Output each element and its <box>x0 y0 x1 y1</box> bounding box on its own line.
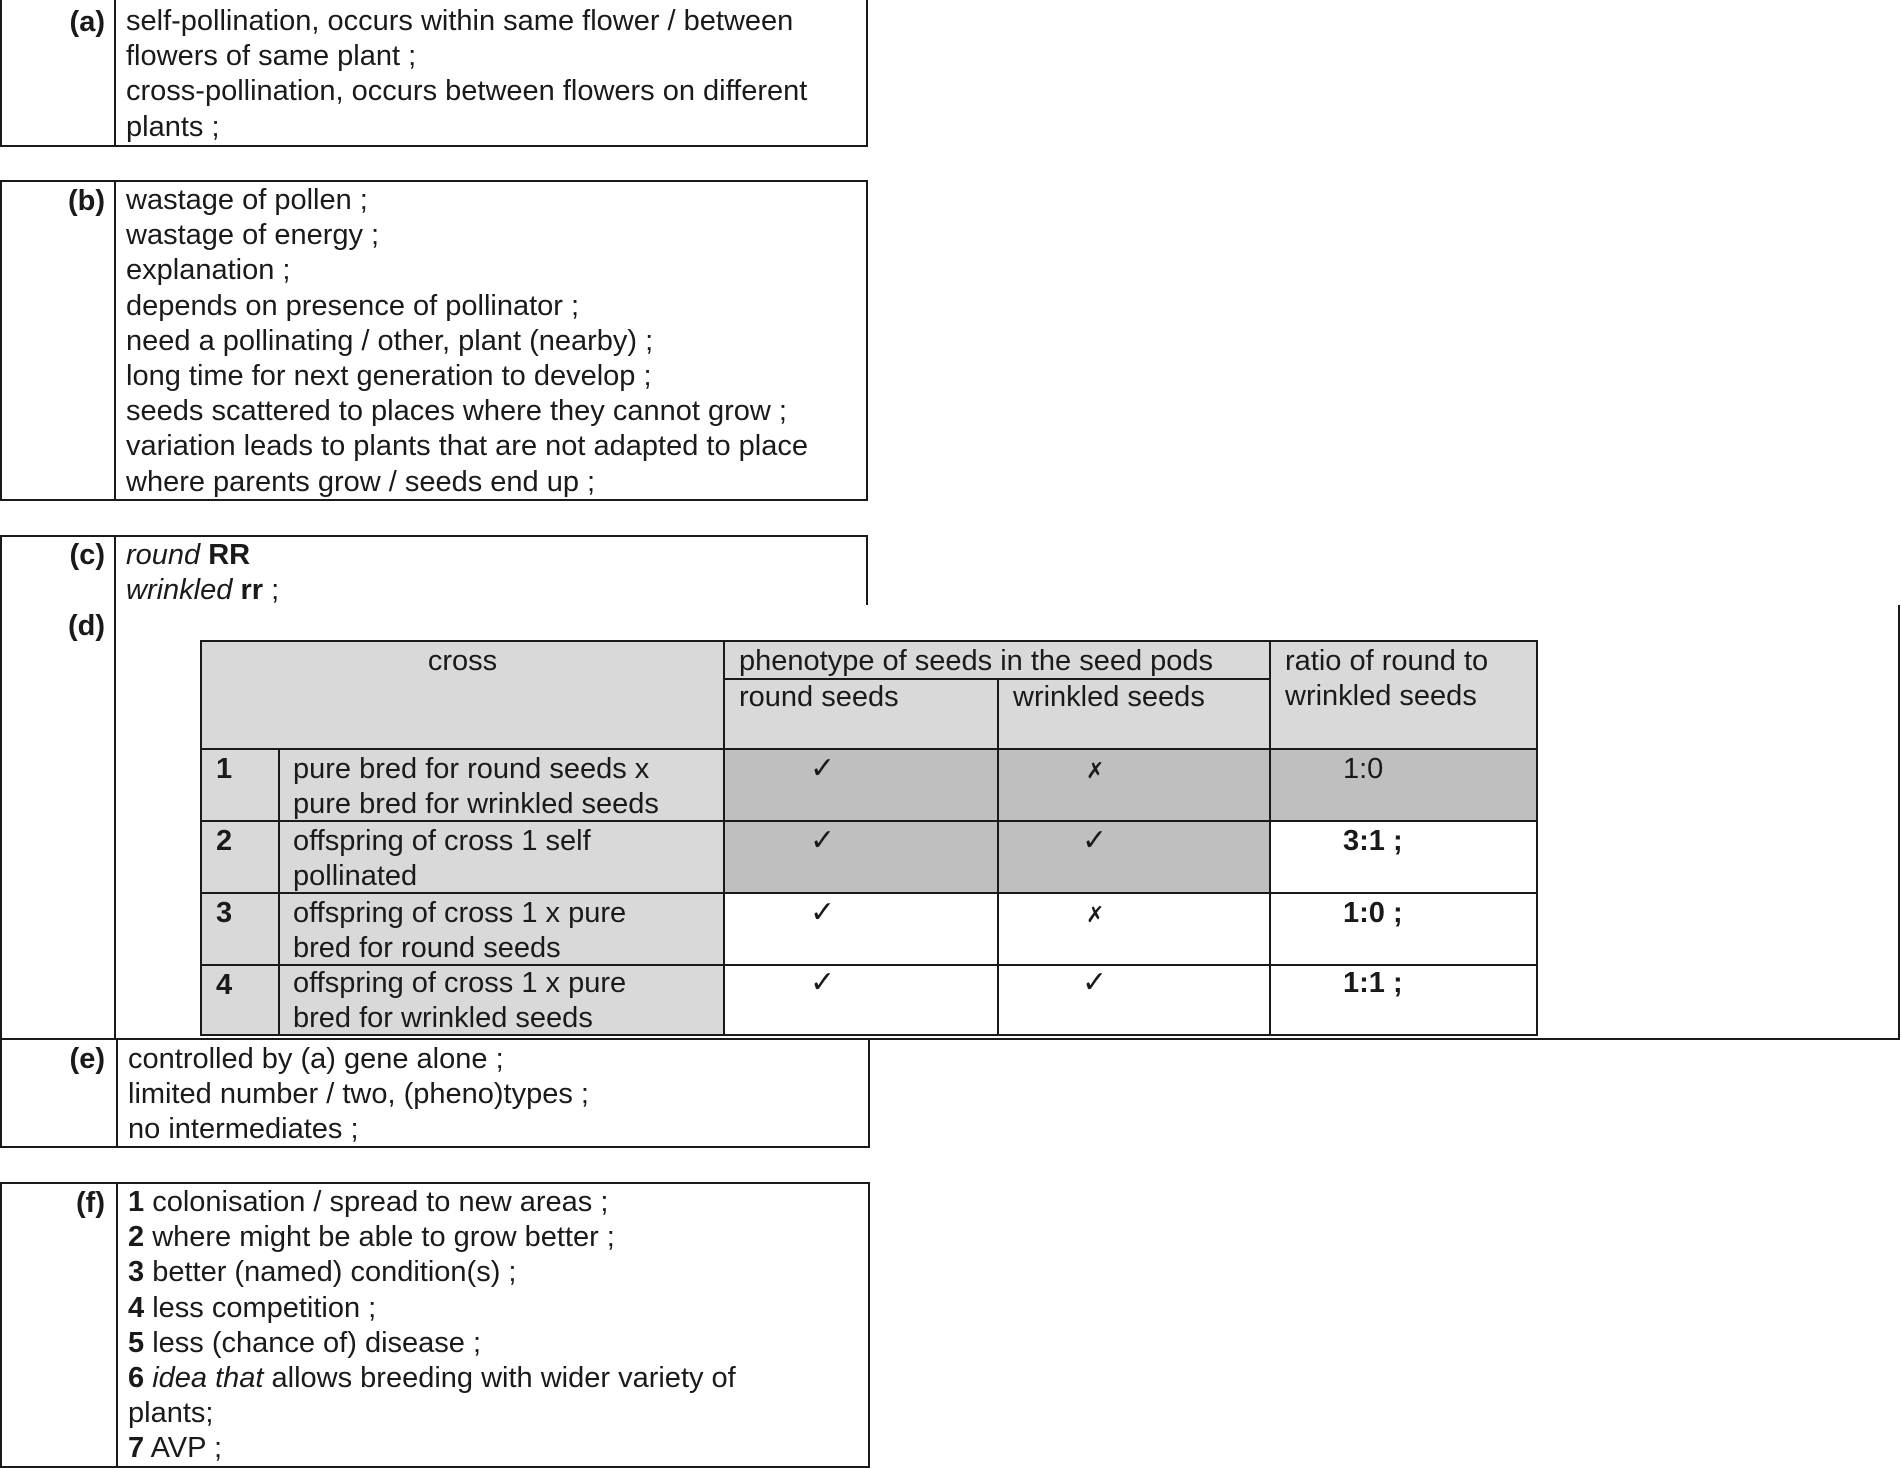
row-1-cross <box>280 750 725 822</box>
item-text: where might be able to grow better ; <box>144 1221 615 1254</box>
row-3-ratio <box>1271 894 1536 966</box>
tick-icon: ✓ <box>1082 966 1108 999</box>
header-ratio-line: ratio of round to <box>1285 645 1489 677</box>
list-item <box>128 1361 736 1396</box>
list-item <box>128 1431 736 1466</box>
section-b-divider <box>114 180 116 501</box>
row-ratio: 3:1 ; <box>1343 825 1403 857</box>
row-2-num <box>202 822 280 894</box>
section-d-label: (d) <box>67 610 105 642</box>
row-4-cross <box>280 966 725 1034</box>
round-line <box>126 538 279 573</box>
line: wastage of pollen ; <box>126 184 368 216</box>
row-4-ratio <box>1271 966 1536 1034</box>
item-text: plants; <box>128 1397 214 1430</box>
item-num: 1 <box>128 1186 145 1218</box>
section-e-label: (e) <box>69 1043 105 1075</box>
item-italic: idea that <box>152 1362 264 1395</box>
row-1-round <box>725 750 999 822</box>
row-cross-text <box>293 752 659 822</box>
row-cross-line: pure bred for round seeds x <box>293 753 650 785</box>
header-ratio <box>1271 642 1536 750</box>
wrinkled-suffix: ; <box>263 574 280 607</box>
line: need a pollinating / other, plant (nearby) ; <box>126 324 654 357</box>
item-num: 2 <box>128 1221 145 1254</box>
wrinkled-word: wrinkled <box>126 574 233 607</box>
row-cross-line: offspring of cross 1 self <box>293 825 591 857</box>
header-cross-text: cross <box>427 645 498 677</box>
line: controlled by (a) gene alone ; <box>128 1043 504 1075</box>
tick-icon: ✓ <box>810 824 836 857</box>
row-4-wrinkled <box>999 966 1271 1034</box>
section-f-divider <box>116 1182 118 1468</box>
row-1-wrinkled <box>999 750 1271 822</box>
line: flowers of same plant ; <box>126 40 417 73</box>
list-item <box>128 1185 736 1220</box>
cross-icon: ✗ <box>1086 758 1105 783</box>
row-num: 1 <box>216 753 233 785</box>
row-3-num <box>202 894 280 966</box>
section-c-label: (c) <box>69 539 105 571</box>
section-a-text <box>126 4 807 145</box>
tick-icon: ✓ <box>810 896 836 929</box>
row-cross-line: offspring of cross 1 x pure <box>293 967 627 999</box>
row-cross-text <box>293 966 626 1036</box>
header-wrinkled-text: wrinkled seeds <box>1013 681 1205 713</box>
round-word: round <box>126 539 201 571</box>
line: seeds scattered to places where they cannot grow ; <box>126 395 787 428</box>
item-num: 4 <box>128 1291 145 1324</box>
row-2-wrinkled <box>999 822 1271 894</box>
section-cd-divider <box>114 535 116 1040</box>
header-ratio-text <box>1285 644 1488 714</box>
section-c-top-border <box>0 535 868 537</box>
section-e-text <box>128 1042 589 1148</box>
row-2-ratio <box>1271 822 1536 894</box>
section-b-text <box>126 183 808 500</box>
section-a-label: (a) <box>69 6 105 38</box>
row-4-num <box>202 966 280 1034</box>
section-a-divider <box>114 0 116 147</box>
line: depends on presence of pollinator ; <box>126 289 580 322</box>
row-num: 3 <box>216 897 233 929</box>
list-item <box>128 1326 736 1361</box>
list-item <box>128 1220 736 1255</box>
row-cross-text <box>293 896 626 966</box>
row-1-ratio <box>1271 750 1536 822</box>
item-num: 6 <box>128 1362 145 1395</box>
item-text: less competition ; <box>144 1291 377 1324</box>
row-2-round <box>725 822 999 894</box>
item-text: allows breeding with wider variety of <box>263 1362 736 1395</box>
header-phenotype <box>725 642 1271 680</box>
list-item <box>128 1396 736 1431</box>
row-cross-line: bred for round seeds <box>293 932 561 964</box>
item-text: less (chance of) disease ; <box>144 1326 482 1359</box>
line: self-pollination, occurs within same flower / between <box>126 5 794 37</box>
line: cross-pollination, occurs between flowers on different <box>126 75 808 108</box>
row-3-cross <box>280 894 725 966</box>
row-cross-line: offspring of cross 1 x pure <box>293 897 627 929</box>
line: long time for next generation to develop ; <box>126 360 652 393</box>
header-wrinkled <box>999 680 1271 750</box>
section-c-text <box>126 538 279 608</box>
header-cross <box>202 642 725 750</box>
item-text: colonisation / spread to new areas ; <box>144 1186 609 1218</box>
line: limited number / two, (pheno)types ; <box>128 1078 589 1111</box>
row-ratio: 1:0 <box>1343 753 1384 785</box>
item-num: 5 <box>128 1326 145 1359</box>
item-num: 3 <box>128 1256 145 1289</box>
row-1-num <box>202 750 280 822</box>
row-num: 4 <box>216 969 233 1001</box>
section-e-divider <box>116 1038 118 1148</box>
tick-icon: ✓ <box>1082 824 1108 857</box>
row-cross-line: bred for wrinkled seeds <box>293 1002 593 1034</box>
tick-icon: ✓ <box>810 966 836 999</box>
tick-icon: ✓ <box>810 752 836 785</box>
row-num: 2 <box>216 825 233 857</box>
row-cross-line: pure bred for wrinkled seeds <box>293 788 659 820</box>
wrinkled-line <box>126 573 279 608</box>
row-cross-line: pollinated <box>293 860 418 892</box>
item-text: AVP ; <box>144 1432 223 1465</box>
row-3-round <box>725 894 999 966</box>
header-phenotype-text: phenotype of seeds in the seed pods <box>739 645 1214 677</box>
section-b-label: (b) <box>67 185 105 217</box>
line: where parents grow / seeds end up ; <box>126 465 596 498</box>
line: no intermediates ; <box>128 1113 359 1146</box>
wrinkled-genotype: rr <box>240 574 264 607</box>
section-f-text <box>128 1185 736 1467</box>
cross-table <box>200 640 1538 1036</box>
item-text: better (named) condition(s) ; <box>144 1256 517 1289</box>
section-d-right-border <box>1898 605 1900 1040</box>
header-ratio-line: wrinkled seeds <box>1285 680 1477 712</box>
list-item <box>128 1255 736 1290</box>
line: variation leads to plants that are not adapted to place <box>126 430 808 463</box>
header-round-text: round seeds <box>739 681 899 713</box>
row-ratio: 1:1 ; <box>1343 967 1403 999</box>
row-3-wrinkled <box>999 894 1271 966</box>
row-ratio: 1:0 ; <box>1343 897 1403 929</box>
list-item <box>128 1291 736 1326</box>
row-2-cross <box>280 822 725 894</box>
header-round <box>725 680 999 750</box>
row-4-round <box>725 966 999 1034</box>
line: plants ; <box>126 110 220 143</box>
cross-icon: ✗ <box>1086 902 1105 927</box>
section-c-right-border <box>866 535 868 605</box>
line: explanation ; <box>126 254 291 287</box>
round-genotype: RR <box>208 539 251 571</box>
row-cross-text <box>293 824 591 894</box>
section-f-label: (f) <box>76 1187 105 1219</box>
item-num: 7 <box>128 1432 145 1465</box>
line: wastage of energy ; <box>126 219 380 252</box>
